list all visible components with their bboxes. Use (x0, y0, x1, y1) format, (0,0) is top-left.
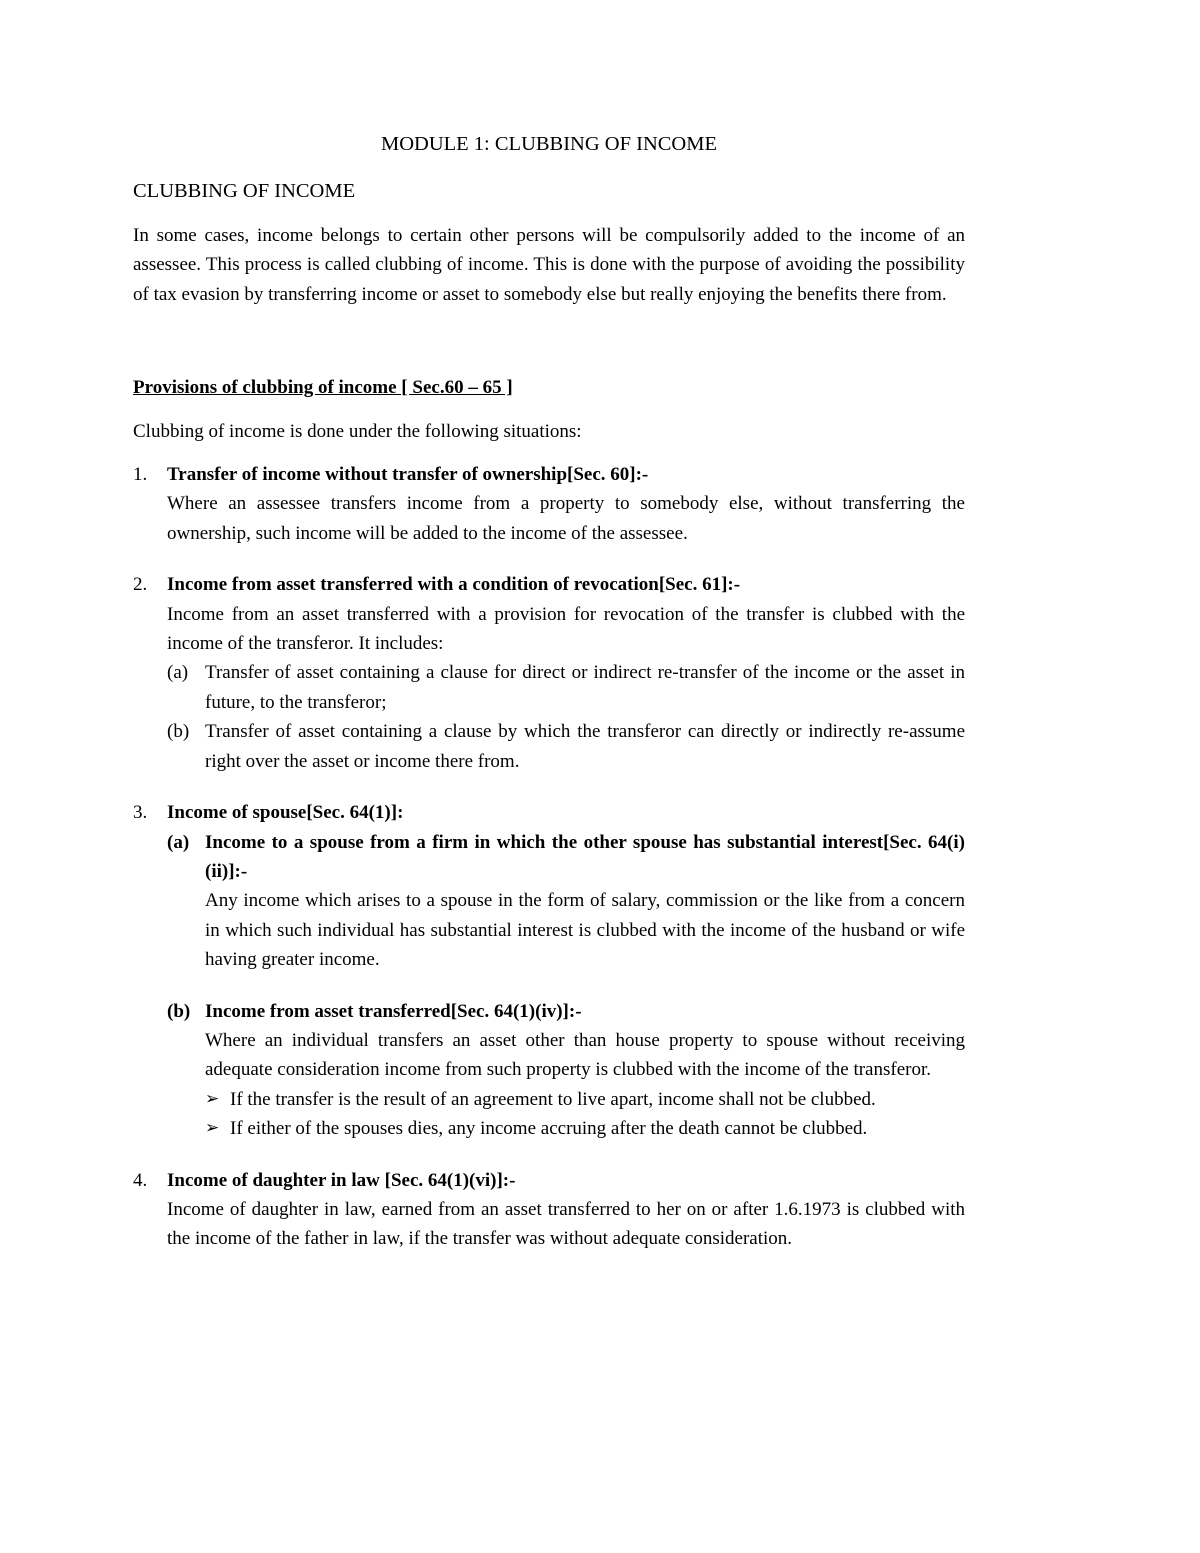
list-item (133, 570, 965, 776)
item-number: 1. (133, 464, 148, 486)
sub-item-text: Any income which arises to a spouse in the form of salary, commission or the like from a concern in which such individual has substantial interest is clubbed with the income of the husband or wife having greater income. (205, 890, 965, 971)
sub-item-label: (b) (167, 1000, 191, 1022)
list-item (133, 798, 965, 1143)
sub-item-label: (b) (167, 721, 190, 743)
section-heading: CLUBBING OF INCOME (133, 180, 356, 202)
item-number: 3. (133, 802, 148, 824)
provisions-heading: Provisions of clubbing of income [ Sec.60 – 65 ] (133, 377, 513, 399)
bullet-list (205, 1085, 965, 1144)
item-body: Income of daughter in law, earned from an asset transferred to her on or after 1.6.1973 is clubbed with the income of the father in law, if the transfer was without adequate consideration. (167, 1198, 965, 1250)
bullet-text: If either of the spouses dies, any income accruing after the death cannot be clubbed. (230, 1118, 868, 1140)
item-body: Where an assessee transfers income from a property to somebody else, without transferring the ownership, such income will be added to the income of the assessee. (167, 493, 965, 544)
item-number: 2. (133, 574, 148, 596)
sub-item-heading: Income from asset transferred[Sec. 64(1)(iv)]:- (205, 1000, 582, 1022)
item-heading: Income from asset transferred with a condition of revocation[Sec. 61]:- (167, 574, 741, 596)
sub-item-text: Transfer of asset containing a clause for direct or indirect re-transfer of the income or the asset in future, to the transferor; (205, 662, 965, 713)
spacer (133, 309, 965, 373)
page-title: MODULE 1: CLUBBING OF INCOME (381, 133, 717, 155)
sub-item-text: Transfer of asset containing a clause by which the transferor can directly or indirectly re-assume right over the asset or income there from. (205, 721, 965, 772)
sub-item-label: (a) (167, 662, 189, 684)
sub-item (167, 828, 965, 975)
list-item (133, 460, 965, 548)
item-heading: Income of spouse[Sec. 64(1)]: (167, 802, 404, 824)
item-heading: Income of daughter in law [Sec. 64(1)(vi)]:- (167, 1169, 516, 1191)
sub-item-heading: Income to a spouse from a firm in which the other spouse has substantial interest[Sec. 64(i)(ii)]:- (205, 831, 965, 882)
item-number: 4. (133, 1169, 148, 1191)
sub-item-label: (a) (167, 831, 190, 853)
item-heading: Transfer of income without transfer of ownership[Sec. 60]:- (167, 464, 649, 486)
sub-item (167, 717, 965, 776)
sub-item (167, 997, 965, 1144)
situations-intro: Clubbing of income is done under the following situations: (133, 420, 582, 442)
document-page (133, 128, 965, 1276)
bullet-text: If the transfer is the result of an agreement to live apart, income shall not be clubbed. (230, 1088, 876, 1110)
arrow-bullet-icon: ➢ (205, 1118, 220, 1139)
bullet-item (205, 1114, 965, 1143)
list-item (133, 1166, 965, 1254)
bullet-item (205, 1085, 965, 1114)
arrow-bullet-icon: ➢ (205, 1088, 220, 1109)
sub-item-text: Where an individual transfers an asset other than house property to spouse without receiving adequate consideration income from such property is clubbed with the income of the transferor. (205, 1029, 965, 1081)
intro-paragraph: In some cases, income belongs to certain other persons will be compulsorily added to the income of an assessee. This process is called clubbing of income. This is done with the purpose of avoiding the possibility of tax evasion by transferring income or asset to somebody else but really enjoying the benefits there from. (133, 225, 965, 305)
item-body: Income from an asset transferred with a provision for revocation of the transfer is clubbed with the income of the transferor. It includes: (167, 603, 965, 655)
sub-item (167, 658, 965, 717)
